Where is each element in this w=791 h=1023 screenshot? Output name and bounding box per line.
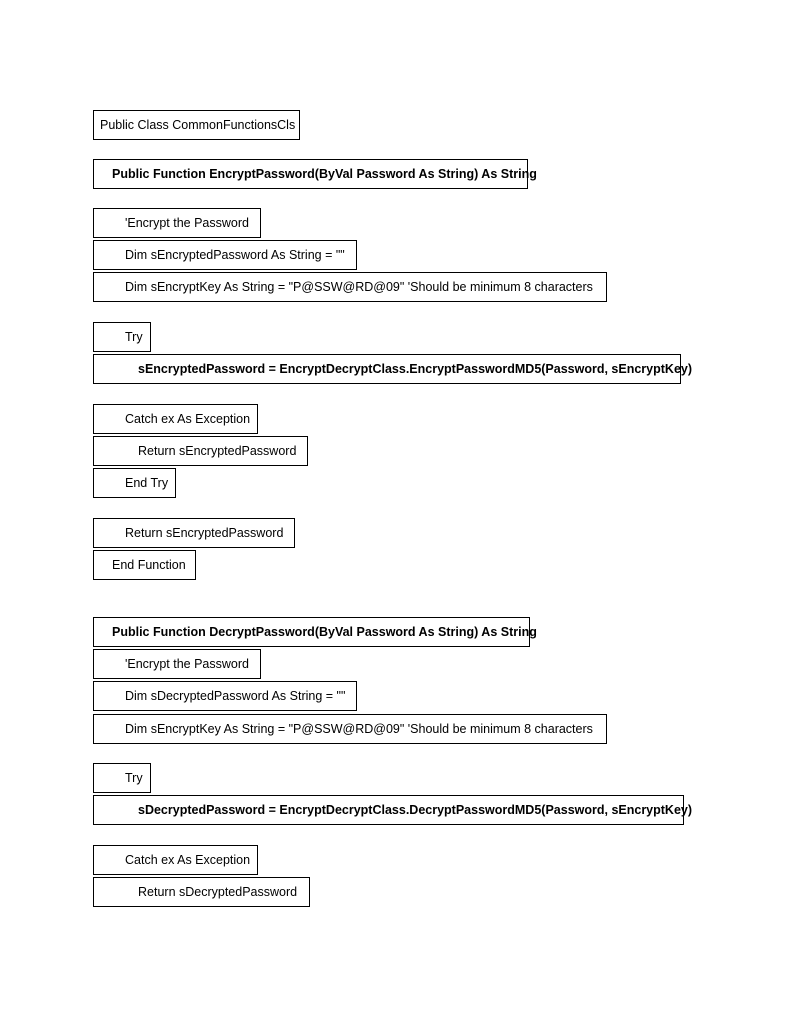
decrypt-catch-return: Return sDecryptedPassword <box>93 877 310 907</box>
decrypt-call: sDecryptedPassword = EncryptDecryptClass.DecryptPasswordMD5(Password, sEncryptKey) <box>93 795 684 825</box>
encrypt-dim-password: Dim sEncryptedPassword As String = "" <box>93 240 357 270</box>
encrypt-try: Try <box>93 322 151 352</box>
encrypt-function-signature: Public Function EncryptPassword(ByVal Password As String) As String <box>93 159 528 189</box>
encrypt-call: sEncryptedPassword = EncryptDecryptClass.EncryptPasswordMD5(Password, sEncryptKey) <box>93 354 681 384</box>
decrypt-dim-password: Dim sDecryptedPassword As String = "" <box>93 681 357 711</box>
encrypt-catch-return: Return sEncryptedPassword <box>93 436 308 466</box>
decrypt-dim-key: Dim sEncryptKey As String = "P@SSW@RD@09" 'Should be minimum 8 characters <box>93 714 607 744</box>
decrypt-comment: 'Encrypt the Password <box>93 649 261 679</box>
encrypt-dim-key: Dim sEncryptKey As String = "P@SSW@RD@09" 'Should be minimum 8 characters <box>93 272 607 302</box>
encrypt-return: Return sEncryptedPassword <box>93 518 295 548</box>
class-declaration: Public Class CommonFunctionsCls <box>93 110 300 140</box>
encrypt-end-try: End Try <box>93 468 176 498</box>
decrypt-function-signature: Public Function DecryptPassword(ByVal Password As String) As String <box>93 617 530 647</box>
encrypt-end-function: End Function <box>93 550 196 580</box>
decrypt-try: Try <box>93 763 151 793</box>
decrypt-catch: Catch ex As Exception <box>93 845 258 875</box>
encrypt-catch: Catch ex As Exception <box>93 404 258 434</box>
encrypt-comment: 'Encrypt the Password <box>93 208 261 238</box>
